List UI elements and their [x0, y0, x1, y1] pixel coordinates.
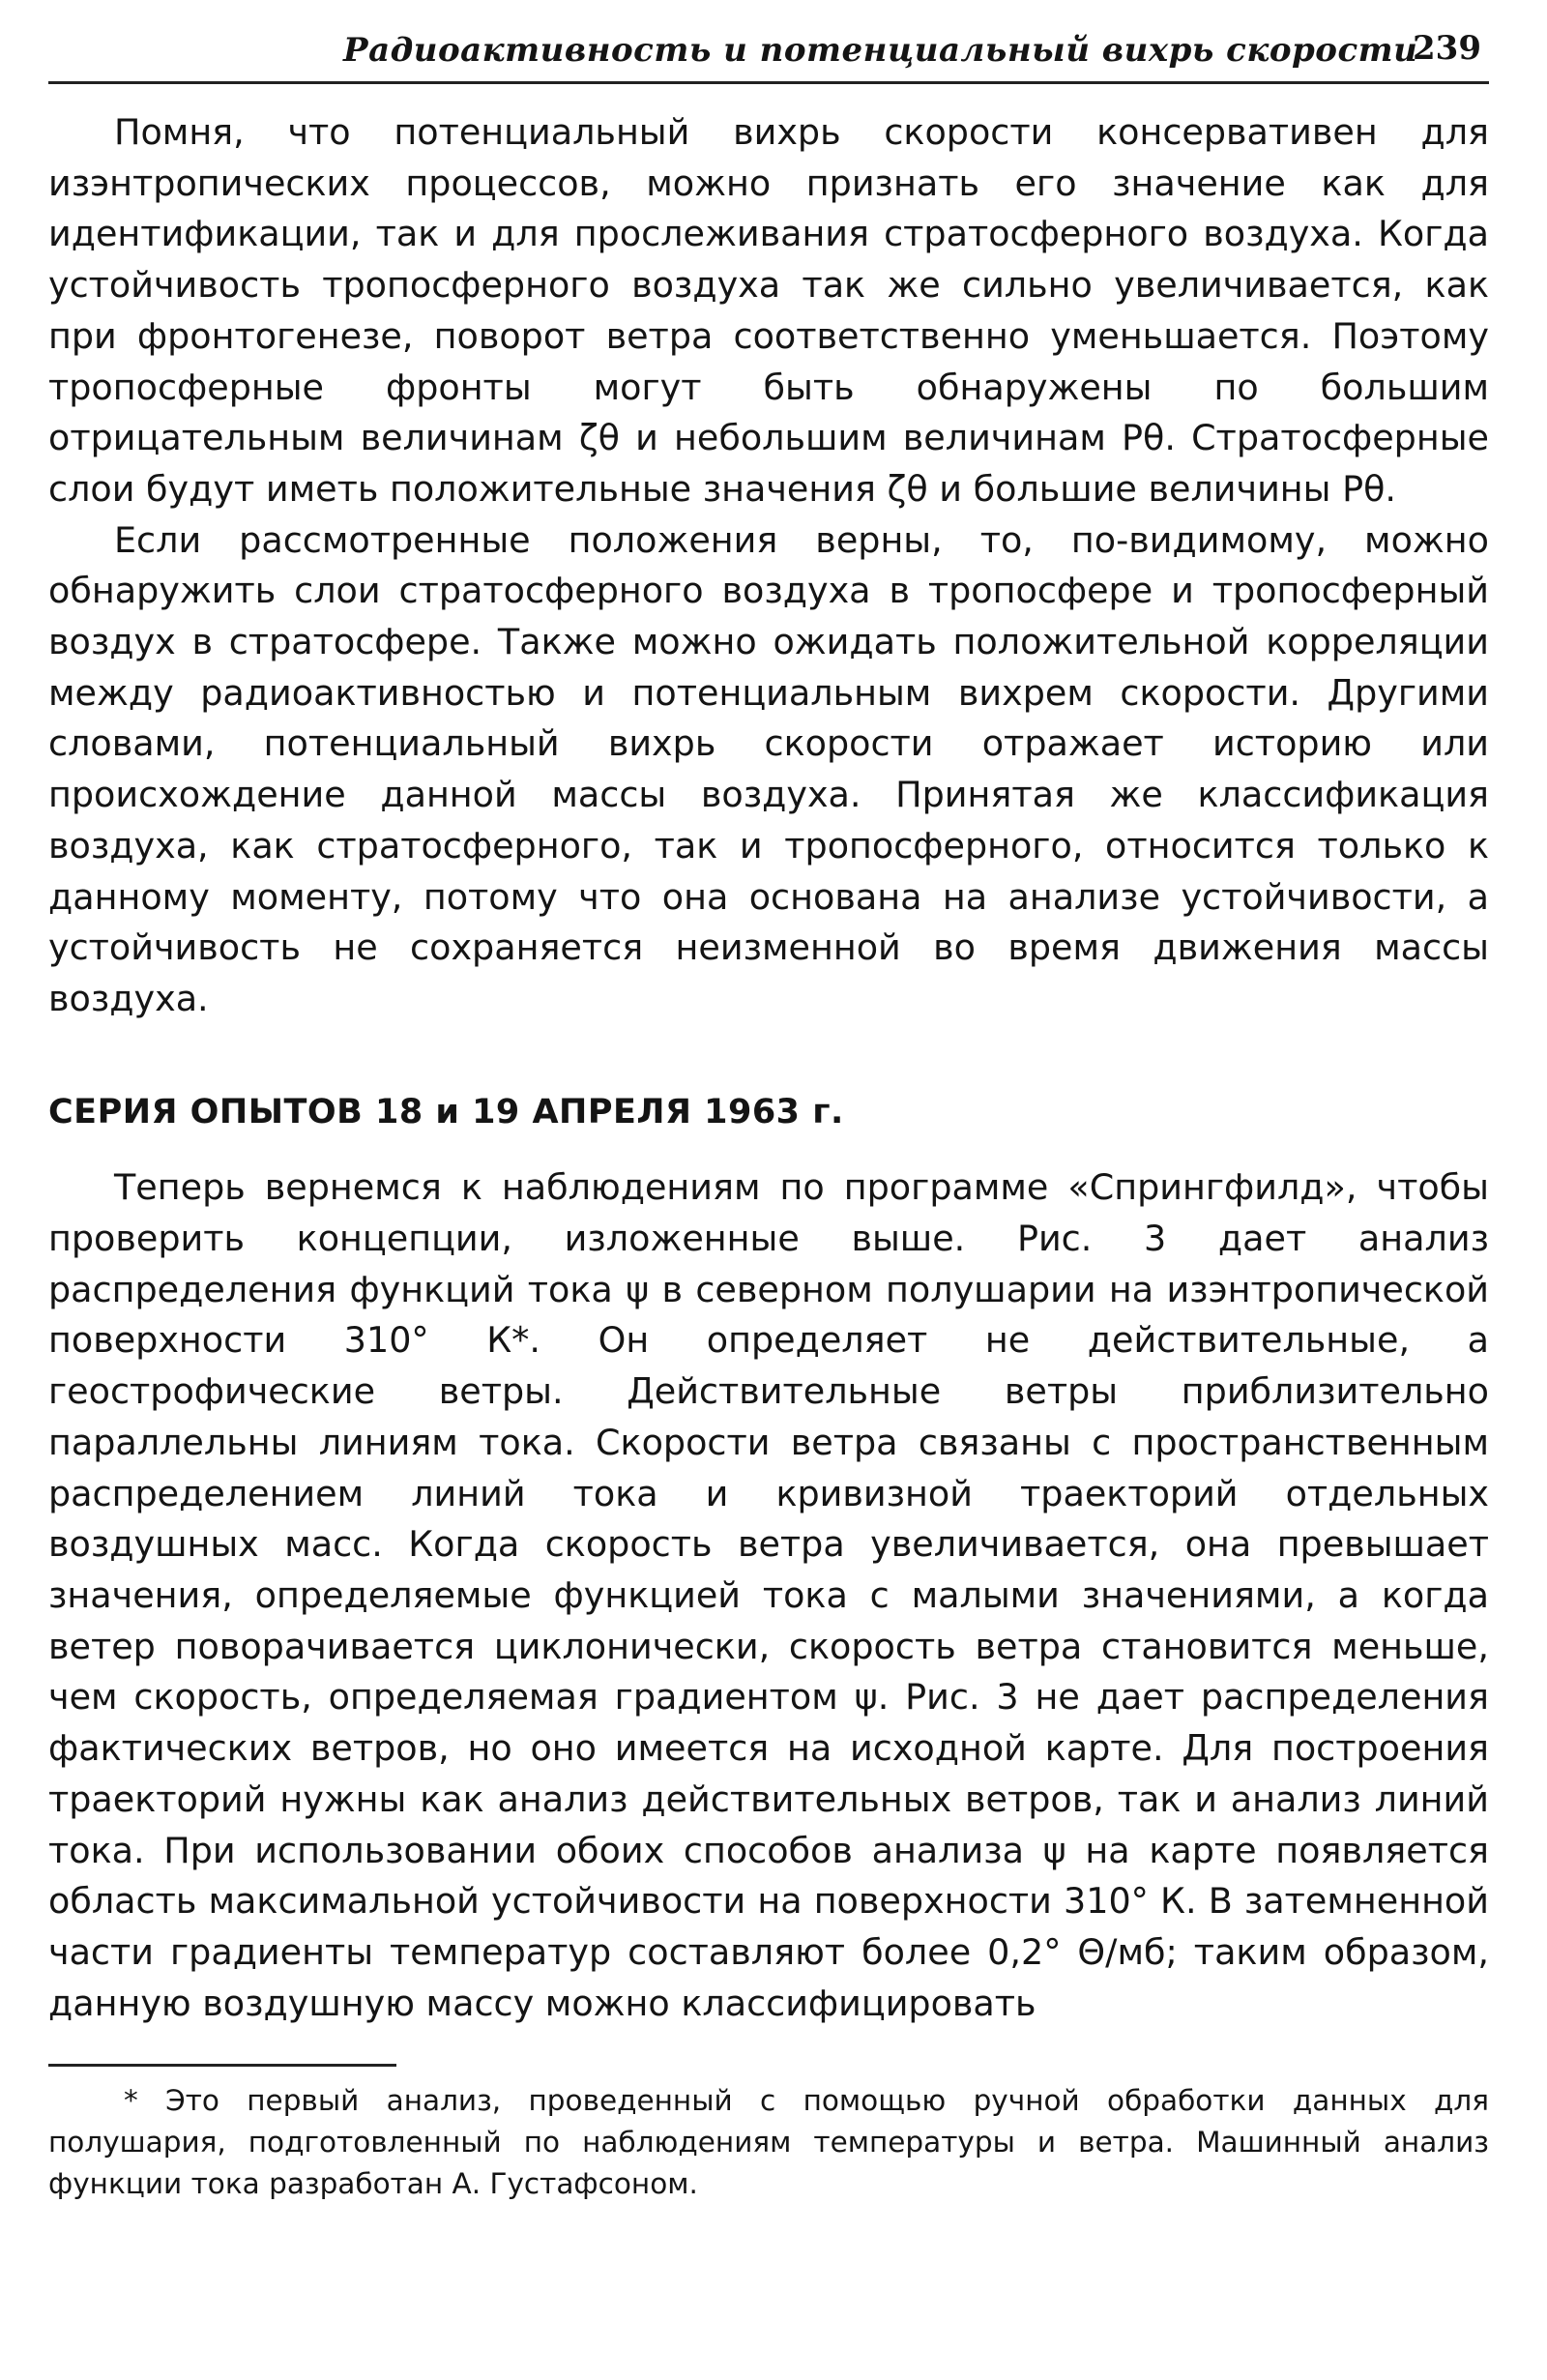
book-page [48, 27, 1489, 2358]
section-heading: СЕРИЯ ОПЫТОВ 18 и 19 АПРЕЛЯ 1963 г. [48, 1092, 844, 1131]
footnote: * Это первый анализ, проведенный с помощью ручной обработки данных для полушария, подготовленный по наблюдениям температуры и ветра. Машинный анализ функции тока разработан А. Густафсоном. [48, 2084, 1489, 2201]
paragraph-springfield-observations: Теперь вернемся к наблюдениям по программе «Спрингфилд», чтобы проверить концепции, изложенные выше. Рис. 3 дает анализ распределения функций тока ψ в северном полушарии на изэнтропической поверхности 310° К*. Он определяет не действительные, а геострофические ветры. Действительные ветры приблизительно параллельны линиям тока. Скорости ветра связаны с пространственным распределением линий тока и кривизной траекторий отдельных воздушных масс. Когда скорость ветра увеличивается, она превышает значения, определяемые функцией тока с малыми значениями, а когда ветер поворачивается циклонически, скорость ветра становится меньше, чем скорость, определяемая градиентом ψ. Рис. 3 не дает распределения фактических ветров, но оно имеется на исходной карте. Для построения траекторий нужны как анализ действительных ветров, так и анализ линий тока. При использовании обоих способов анализа ψ на карте появляется область максимальной устойчивости на поверхности 310° К. В затемненной части градиенты температур составляют более 0,2° Θ/мб; таким образом, данную воздушную массу можно классифицировать [48, 1166, 1489, 2024]
footnote-divider [48, 2064, 396, 2067]
body-text [48, 107, 1489, 2029]
page-number: 239 [1413, 29, 1481, 68]
paragraph-radioactivity-correlation: Если рассмотренные положения верны, то, по-видимому, можно обнаружить слои стратосферного воздуха в тропосфере и тропосферный воздух в стратосфере. Также можно ожидать положительной корреляции между радиоактивностью и потенциальным вихрем скорости. Другими словами, потенциальный вихрь скорости отражает историю или происхождение данной массы воздуха. Принятая же классификация воздуха, как стратосферного, так и тропосферного, относится только к данному моменту, потому что она основана на анализе устойчивости, а устойчивость не сохраняется неизменной во время движения массы воздуха. [48, 518, 1489, 1019]
running-head [48, 27, 1489, 84]
paragraph-potential-vorticity: Помня, что потенциальный вихрь скорости консервативен для изэнтропических процессов, можно признать его значение как для идентификации, так и для прослеживания стратосферного воздуха. Когда устойчивость тропосферного воздуха так же сильно увеличивается, как при фронтогенезе, поворот ветра соответственно уменьшается. Поэтому тропосферные фронты могут быть обнаружены по большим отрицательным величинам ζθ и небольшим величинам Pθ. Стратосферные слои будут иметь положительные значения ζθ и большие величины Pθ. [48, 111, 1489, 510]
running-title: Радиоактивность и потенциальный вихрь скорости [343, 31, 1418, 70]
